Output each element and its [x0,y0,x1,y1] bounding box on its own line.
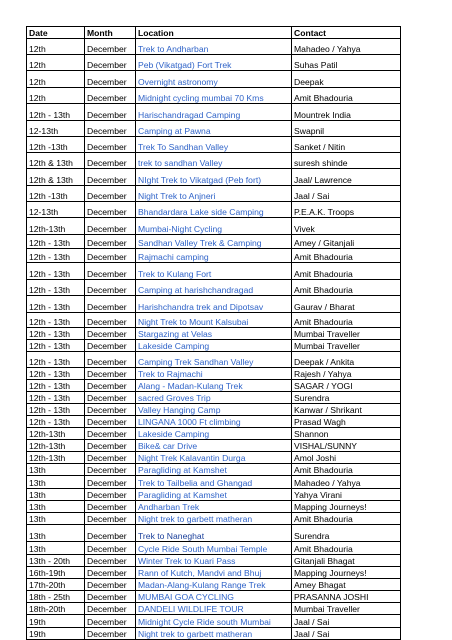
table-row [27,104,401,121]
contact-cell: Amit Bhadouria [292,464,401,476]
table-row [27,280,401,296]
date-cell: 12th - 13th [27,392,85,404]
date-cell: 18th - 25th [27,591,85,603]
contact-cell: Shannon [292,428,401,440]
location-link[interactable]: Night trek to garbett matheran [136,513,292,525]
date-cell: 12-13th [27,121,85,137]
date-cell: 12th - 13th [27,104,85,121]
location-link[interactable]: Paragliding at Kamshet [136,464,292,476]
date-cell: 12th-13th [27,428,85,440]
contact-cell: Mumbai Traveller [292,603,401,615]
table-row [27,440,401,452]
date-cell: 12th [27,71,85,88]
location-link[interactable]: Andharban Trek [136,501,292,513]
table-row [27,39,401,55]
header-month: Month [85,27,136,39]
contact-cell: Amey / Gitanjali [292,235,401,249]
contact-cell: Gaurav / Bharat [292,296,401,313]
month-cell: December [85,186,136,202]
contact-cell: Deepak / Ankita [292,352,401,368]
table-row [27,615,401,628]
month-cell: December [85,579,136,591]
month-cell: December [85,218,136,235]
date-cell: 12th - 13th [27,235,85,249]
table-row [27,352,401,368]
month-cell: December [85,542,136,555]
location-link[interactable]: Peb (Vikatgad) Fort Trek [136,55,292,71]
location-link[interactable]: trek to sandhan Valley [136,153,292,169]
date-cell: 12th -13th [27,137,85,153]
contact-cell: Amey Bhagat [292,579,401,591]
location-link[interactable]: Lakeside Camping [136,340,292,352]
location-link[interactable]: MUMBAI GOA CYCLING [136,591,292,603]
month-cell: December [85,249,136,263]
location-link[interactable]: Alang - Madan-Kulang Trek [136,380,292,392]
table-row [27,525,401,542]
month-cell: December [85,404,136,416]
month-cell: December [85,104,136,121]
event-schedule-sheet [26,26,400,640]
month-cell: December [85,628,136,640]
location-link[interactable]: Night Trek Kalavantin Durga [136,452,292,464]
contact-cell: Suhas Patil [292,55,401,71]
date-cell: 19th [27,628,85,640]
contact-cell: SAGAR / YOGI [292,380,401,392]
contact-cell: Amit Bhadouria [292,88,401,104]
location-link[interactable]: LINGANA 1000 Ft climbing [136,416,292,428]
contact-cell: Rajesh / Yahya [292,368,401,380]
table-row [27,542,401,555]
month-cell: December [85,489,136,501]
header-contact: Contact [292,27,401,39]
location-link[interactable]: Harishchandra trek and Dipotsav [136,296,292,313]
table-row [27,153,401,169]
table-row [27,392,401,404]
date-cell: 12th-13th [27,440,85,452]
contact-cell: Sanket / Nitin [292,137,401,153]
location-link[interactable]: Camping at harishchandragad [136,280,292,296]
date-cell: 12th-13th [27,218,85,235]
contact-cell: VISHAL/SUNNY [292,440,401,452]
location-link[interactable]: Rann of Kutch, Mandvi and Bhuj [136,567,292,579]
location-link[interactable]: Trek To Sandhan Valley [136,137,292,153]
table-row [27,428,401,440]
event-schedule-table [26,26,401,640]
month-cell: December [85,476,136,489]
month-cell: December [85,263,136,280]
table-body [27,27,401,640]
contact-cell: Surendra [292,392,401,404]
header-location: Location [136,27,292,39]
month-cell: December [85,296,136,313]
contact-cell: Amit Bhadouria [292,513,401,525]
contact-cell: Amit Bhadouria [292,313,401,328]
location-link[interactable]: Bike& car Drive [136,440,292,452]
table-row [27,121,401,137]
location-link[interactable]: Paragliding at Kamshet [136,489,292,501]
date-cell: 13th [27,513,85,525]
date-cell: 12th & 13th [27,153,85,169]
location-link[interactable]: Trek to Tailbelia and Ghangad [136,476,292,489]
month-cell: December [85,392,136,404]
location-link[interactable]: Rajmachi camping [136,249,292,263]
month-cell: December [85,280,136,296]
date-cell: 13th [27,464,85,476]
month-cell: December [85,340,136,352]
location-link[interactable]: Trek to Andharban [136,39,292,55]
month-cell: December [85,567,136,579]
location-link[interactable]: DANDELI WILDLIFE TOUR [136,603,292,615]
month-cell: December [85,591,136,603]
location-link[interactable]: sacred Groves Trip [136,392,292,404]
contact-cell: Surendra [292,525,401,542]
location-link[interactable]: Camping at Pawna [136,121,292,137]
table-row [27,404,401,416]
location-link[interactable]: Winter Trek to Kuari Pass [136,555,292,567]
contact-cell: Vivek [292,218,401,235]
location-link[interactable]: Trek to Kulang Fort [136,263,292,280]
table-row [27,328,401,340]
location-link[interactable]: Camping Trek Sandhan Valley [136,352,292,368]
month-cell: December [85,71,136,88]
header-date: Date [27,27,85,39]
month-cell: December [85,55,136,71]
date-cell: 12th - 13th [27,416,85,428]
date-cell: 12th & 13th [27,169,85,186]
month-cell: December [85,328,136,340]
month-cell: December [85,452,136,464]
date-cell: 13th [27,489,85,501]
month-cell: December [85,416,136,428]
contact-cell: Jaal / Sai [292,615,401,628]
table-row [27,464,401,476]
location-link[interactable]: Harischandragad Camping [136,104,292,121]
table-row [27,513,401,525]
contact-cell: Kanwar / Shrikant [292,404,401,416]
date-cell: 13th [27,501,85,513]
table-row [27,501,401,513]
contact-cell: Yahya Virani [292,489,401,501]
date-cell: 12th [27,39,85,55]
month-cell: December [85,440,136,452]
table-row [27,137,401,153]
contact-cell: PRASANNA JOSHI [292,591,401,603]
location-link[interactable]: Trek to Rajmachi [136,368,292,380]
contact-cell: Gitanjali Bhagat [292,555,401,567]
contact-cell: Amit Bhadouria [292,249,401,263]
date-cell: 12th - 13th [27,352,85,368]
date-cell: 13th [27,476,85,489]
table-row [27,452,401,464]
contact-cell: suresh shinde [292,153,401,169]
month-cell: December [85,501,136,513]
month-cell: December [85,525,136,542]
date-cell: 19th [27,615,85,628]
date-cell: 12th - 13th [27,328,85,340]
location-link[interactable]: Night Trek to Mount Kalsubai [136,313,292,328]
date-cell: 12th - 13th [27,280,85,296]
location-link[interactable]: Bhandardara Lake side Camping [136,202,292,218]
month-cell: December [85,380,136,392]
table-row [27,380,401,392]
location-link[interactable]: Overnight astronomy [136,71,292,88]
table-row [27,579,401,591]
table-row [27,71,401,88]
location-link[interactable]: Night Trek to Anjneri [136,186,292,202]
date-cell: 17th-20th [27,579,85,591]
contact-cell: Jaal/ Lawrence [292,169,401,186]
month-cell: December [85,313,136,328]
contact-cell: Jaal / Sai [292,628,401,640]
table-row [27,235,401,249]
contact-cell: Deepak [292,71,401,88]
table-row [27,218,401,235]
table-row [27,202,401,218]
table-row [27,169,401,186]
contact-cell: P.E.A.K. Troops [292,202,401,218]
date-cell: 12th - 13th [27,380,85,392]
location-link[interactable]: Stargazing at Velas [136,328,292,340]
location-link[interactable]: NIght Trek to Vikatgad (Peb fort) [136,169,292,186]
month-cell: December [85,615,136,628]
month-cell: December [85,428,136,440]
location-link[interactable]: Sandhan Valley Trek & Camping [136,235,292,249]
contact-cell: Mahadeo / Yahya [292,476,401,489]
date-cell: 13th - 20th [27,555,85,567]
table-row [27,88,401,104]
month-cell: December [85,555,136,567]
contact-cell: Prasad Wagh [292,416,401,428]
location-link[interactable]: Midnight cycling mumbai 70 Kms [136,88,292,104]
table-row [27,603,401,615]
contact-cell: Amit Bhadouria [292,280,401,296]
location-link[interactable]: Madan-Alang-Kulang Range Trek [136,579,292,591]
location-link[interactable]: Midnight Cycle Ride south Mumbai [136,615,292,628]
date-cell: 13th [27,525,85,542]
month-cell: December [85,39,136,55]
month-cell: December [85,513,136,525]
date-cell: 12th - 13th [27,404,85,416]
contact-cell: Mumbai Traveller [292,340,401,352]
date-cell: 16th-19th [27,567,85,579]
table-row [27,368,401,380]
month-cell: December [85,137,136,153]
table-row [27,313,401,328]
location-link[interactable]: Night trek to garbett matheran [136,628,292,640]
date-cell: 18th-20th [27,603,85,615]
date-cell: 12th - 13th [27,340,85,352]
table-row [27,628,401,640]
date-cell: 12th - 13th [27,368,85,380]
month-cell: December [85,368,136,380]
contact-cell: Amit Bhadouria [292,263,401,280]
contact-cell: Mapping Journeys! [292,567,401,579]
month-cell: December [85,88,136,104]
table-row [27,263,401,280]
month-cell: December [85,153,136,169]
month-cell: December [85,169,136,186]
table-row [27,186,401,202]
table-row [27,555,401,567]
contact-cell: Mapping Journeys! [292,501,401,513]
month-cell: December [85,202,136,218]
location-link[interactable]: Valley Hanging Camp [136,404,292,416]
location-link[interactable]: Mumbai-Night Cycling [136,218,292,235]
date-cell: 12th [27,88,85,104]
location-link[interactable]: Trek to Naneghat [136,525,292,542]
location-link[interactable]: Cycle Ride South Mumbai Temple [136,542,292,555]
date-cell: 12th - 13th [27,313,85,328]
date-cell: 13th [27,542,85,555]
date-cell: 12-13th [27,202,85,218]
table-row [27,489,401,501]
contact-cell: Mahadeo / Yahya [292,39,401,55]
table-row [27,296,401,313]
month-cell: December [85,352,136,368]
contact-cell: Amol Joshi [292,452,401,464]
date-cell: 12th-13th [27,452,85,464]
table-row [27,591,401,603]
month-cell: December [85,235,136,249]
date-cell: 12th - 13th [27,296,85,313]
month-cell: December [85,464,136,476]
header-row [27,27,401,39]
date-cell: 12th - 13th [27,263,85,280]
date-cell: 12th - 13th [27,249,85,263]
contact-cell: Amit Bhadouria [292,542,401,555]
location-link[interactable]: Lakeside Camping [136,428,292,440]
table-row [27,416,401,428]
table-row [27,249,401,263]
date-cell: 12th [27,55,85,71]
month-cell: December [85,603,136,615]
contact-cell: Jaal / Sai [292,186,401,202]
contact-cell: Mountrek India [292,104,401,121]
contact-cell: Mumbai Traveller [292,328,401,340]
table-row [27,55,401,71]
contact-cell: Swapnil [292,121,401,137]
table-row [27,567,401,579]
date-cell: 12th -13th [27,186,85,202]
month-cell: December [85,121,136,137]
table-row [27,476,401,489]
table-row [27,340,401,352]
